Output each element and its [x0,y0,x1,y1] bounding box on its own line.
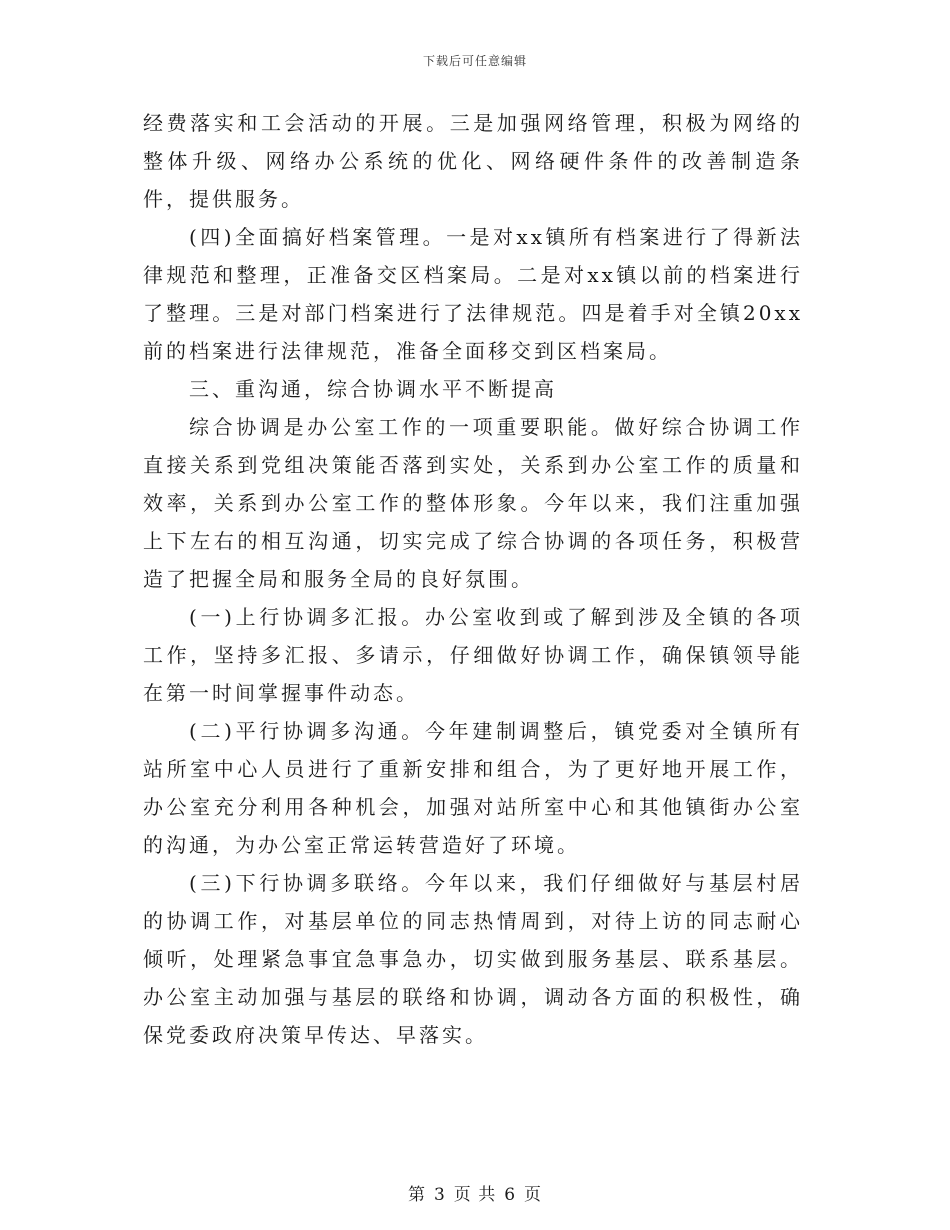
footer-middle: 页 共 [453,1185,497,1205]
page-header: 下载后可任意编辑 [422,54,527,68]
document-body [143,104,803,1054]
paragraph-archive-management: (四)全面搞好档案管理。一是对xx镇所有档案进行了得新法律规范和整理，正准备交区档案局。二是对xx镇以前的档案进行了整理。三是对部门档案进行了法律规范。四是着手对全镇20xx前的档案进行法律规范，准备全面移交到区档案局。 [143,225,803,363]
footer-prefix: 第 [407,1185,426,1205]
paragraph-parallel-coordination: (二)平行协调多沟通。今年建制调整后，镇党委对全镇所有站所室中心人员进行了重新安排和组合，为了更好地开展工作，办公室充分利用各种机会，加强对站所室中心和其他镇街办公室的沟通，为办公室正常运转营造好了环境。 [143,719,803,857]
paragraph-continuation: 经费落实和工会活动的开展。三是加强网络管理，积极为网络的整体升级、网络办公系统的优化、网络硬件条件的改善制造条件，提供服务。 [143,111,803,211]
paragraph-downward-coordination: (三)下行协调多联络。今年以来，我们仔细做好与基层村居的协调工作，对基层单位的同志热情周到，对待上访的同志耐心倾听，处理紧急事宜急事急办，切实做到服务基层、联系基层。办公室主动加强与基层的联络和协调，调动各方面的积极性，确保党委政府决策早传达、早落实。 [143,871,803,1047]
footer-suffix: 页 [524,1185,543,1205]
paragraph-coordination-intro: 综合协调是办公室工作的一项重要职能。做好综合协调工作直接关系到党组决策能否落到实处，关系到办公室工作的质量和效率，关系到办公室工作的整体形象。今年以来，我们注重加强上下左右的相互沟通，切实完成了综合协调的各项任务，积极营造了把握全局和服务全局的良好氛围。 [143,415,803,591]
paragraph-upward-coordination: (一)上行协调多汇报。办公室收到或了解到涉及全镇的各项工作，坚持多汇报、多请示，仔细做好协调工作，确保镇领导能在第一时间掌握事件动态。 [143,605,803,705]
footer-total-pages: 6 [504,1185,517,1205]
page-footer [0,1180,950,1205]
footer-page-number: 3 [433,1185,446,1205]
section-heading: 三、重沟通，综合协调水平不断提高 [189,377,557,401]
